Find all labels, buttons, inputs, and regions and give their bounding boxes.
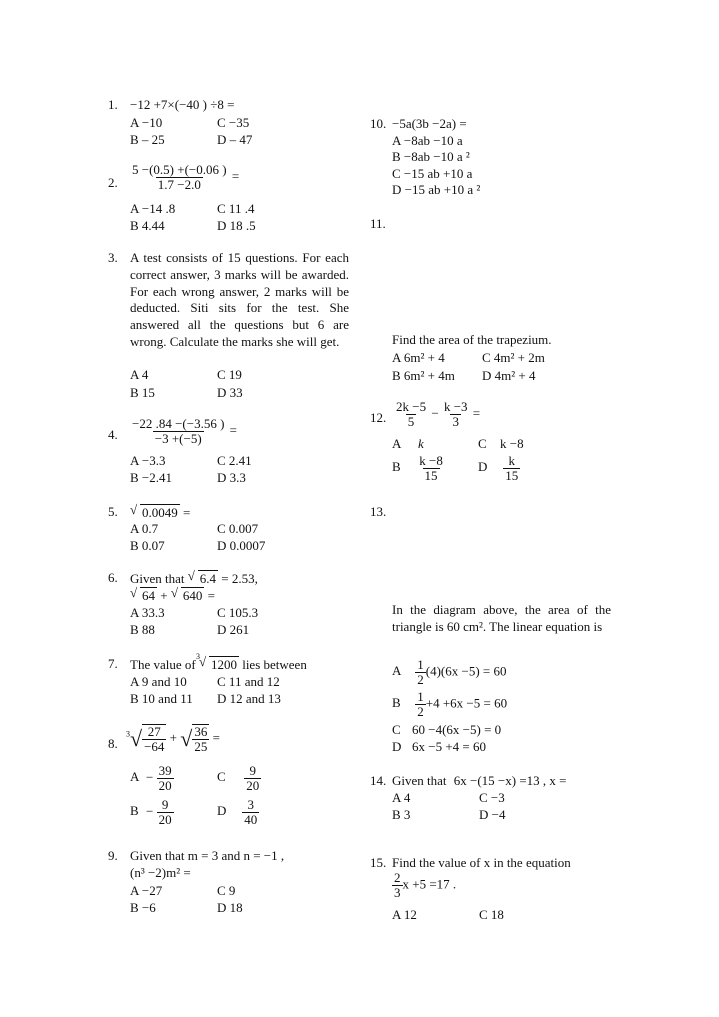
question-9: [108, 848, 368, 918]
denominator: 2: [417, 672, 424, 687]
question-2: [108, 163, 368, 238]
option-b: B 6m² + 4m: [392, 368, 455, 383]
plus-sign: +: [160, 588, 168, 603]
option-c: C −3: [479, 790, 505, 805]
equals-sign: =: [231, 168, 240, 184]
question-expression: [130, 163, 239, 192]
option-c: C 18: [479, 907, 504, 922]
denominator: 20: [158, 778, 172, 793]
radicand: 1200: [210, 657, 237, 672]
option-value: k −8: [500, 436, 524, 451]
option-b: B 3: [392, 807, 411, 822]
equals-sign: =: [229, 422, 237, 438]
radicand: 640: [182, 588, 203, 603]
numerator: 27: [147, 724, 161, 739]
option-c: C −35: [217, 115, 250, 130]
question-number: 15.: [370, 855, 387, 870]
option-a: A 6m² + 4: [392, 350, 445, 365]
question-text: In the diagram above, the area of the triangle is 60 cm². The linear equation is: [392, 602, 611, 634]
equals-sign: =: [207, 588, 215, 603]
fraction: [415, 690, 426, 719]
option-c: C −15 ab +10 a: [392, 166, 473, 181]
option-c: C 2.41: [217, 453, 252, 468]
option-b: B – 25: [130, 132, 165, 147]
option-label: B: [392, 695, 401, 711]
option-d: D 4m² + 4: [482, 368, 536, 383]
option-b: B 0.07: [130, 538, 165, 553]
question-number: 2.: [108, 175, 118, 190]
option-value: k: [418, 436, 424, 451]
radicand: 6.4: [199, 571, 217, 586]
option-a: A 0.7: [130, 521, 159, 536]
radical-sign-icon: √: [130, 585, 138, 600]
question-15: [370, 855, 615, 925]
radicand: 64: [142, 588, 155, 603]
question-text: Find the value of x in the equation: [392, 855, 571, 870]
option-d: D −15 ab +10 a ²: [392, 182, 481, 197]
question-line-2: [130, 587, 215, 604]
fraction: [415, 658, 426, 687]
question-number: 10.: [370, 116, 387, 131]
question-line-2: (n³ −2)m² =: [130, 865, 191, 880]
option-c: [392, 722, 501, 738]
denominator: 15: [424, 468, 438, 483]
option-a: A 33.3: [130, 605, 165, 620]
option-d: [392, 739, 486, 755]
denominator: 2: [417, 704, 424, 719]
question-text: The value of: [130, 657, 196, 672]
numerator: 5 −(0.5) +(−0.06 ): [132, 162, 227, 177]
denominator: 5: [407, 414, 415, 429]
option-c: [478, 436, 524, 452]
option-label: B: [130, 803, 139, 819]
fraction: [157, 764, 174, 793]
question-text: lies between: [242, 657, 307, 672]
fraction: [503, 454, 520, 483]
option-b: B −8ab −10 a ²: [392, 149, 470, 164]
option-c: C 11 and 12: [217, 674, 280, 689]
option-b: B 10 and 11: [130, 691, 193, 706]
question-1: [108, 97, 368, 152]
option-c: [217, 764, 261, 793]
fraction: [130, 417, 226, 446]
numerator: −22 .84 −(−3.56 ): [132, 416, 225, 431]
question-number: 6.: [108, 570, 118, 585]
denominator: 15: [505, 468, 519, 483]
option-value: +4 +6x −5 = 60: [425, 695, 508, 711]
root-index: 3: [126, 729, 130, 739]
denominator: 20: [246, 778, 260, 793]
fraction: [394, 400, 428, 429]
option-c: C 11 .4: [217, 201, 255, 216]
question-4: [108, 417, 368, 487]
question-number: 4.: [108, 427, 118, 442]
fraction: [242, 798, 259, 827]
option-c: C 0.007: [217, 521, 259, 536]
question-expression: [130, 652, 307, 673]
question-number: 1.: [108, 97, 118, 112]
fraction: [442, 400, 470, 429]
denominator: 40: [244, 812, 258, 827]
option-label: C: [217, 769, 226, 785]
option-c: C 19: [217, 367, 242, 382]
question-number: 3.: [108, 250, 118, 265]
option-label: B: [392, 459, 401, 475]
question-text: Given that: [130, 571, 185, 586]
option-d: D 3.3: [217, 470, 246, 485]
question-10: [370, 116, 630, 201]
option-d: D −4: [479, 807, 506, 822]
numerator: 3: [247, 797, 254, 812]
option-c: C 9: [217, 883, 236, 898]
question-number: 7.: [108, 656, 118, 671]
question-7: [108, 652, 368, 708]
equals-sign: =: [212, 729, 220, 745]
option-label: C: [478, 436, 487, 451]
minus-sign: −: [431, 405, 439, 421]
fraction: [417, 454, 445, 483]
numerator: 36: [194, 724, 208, 739]
equation-rest: x +5 =17 .: [402, 876, 457, 892]
denominator: 20: [158, 812, 172, 827]
question-number: 11.: [370, 216, 386, 231]
question-number: 9.: [108, 848, 118, 863]
option-d: D – 47: [217, 132, 253, 147]
denominator: −64: [144, 739, 165, 754]
equals-sign: =: [183, 505, 191, 520]
fraction: [157, 798, 174, 827]
question-expression: [130, 417, 237, 446]
option-b: [392, 690, 507, 719]
numerator: 9: [161, 797, 169, 812]
square-root: [171, 587, 205, 604]
question-14: [370, 773, 630, 825]
sign: −: [146, 769, 154, 785]
numerator: 1: [417, 657, 424, 672]
numerator: 2: [394, 870, 401, 885]
option-d: D 18 .5: [217, 218, 256, 233]
question-line-1: [130, 570, 258, 587]
numerator: k −8: [419, 453, 443, 468]
question-number: 5.: [108, 504, 118, 519]
question-text: = 2.53,: [221, 571, 258, 586]
option-d: D 18: [217, 900, 243, 915]
question-number: 12.: [370, 410, 387, 425]
option-a: A 9 and 10: [130, 674, 187, 689]
square-root: [130, 587, 157, 604]
option-value: 60 −4(6x −5) = 0: [412, 722, 502, 737]
option-b: B 15: [130, 385, 155, 400]
numerator: 2k −5: [396, 399, 427, 414]
question-expression: [392, 773, 567, 789]
radical-sign-icon: √: [198, 654, 207, 669]
option-label: A: [392, 663, 402, 679]
question-expression: [126, 724, 220, 754]
option-value: (4)(6x −5) = 60: [425, 663, 507, 679]
question-number: 13.: [370, 504, 387, 519]
radicand: 0.0049: [142, 505, 178, 520]
sign: −: [146, 803, 154, 819]
question-equation: [392, 871, 456, 900]
question-expression: −5a(3b −2a) =: [392, 116, 467, 131]
option-a: [392, 658, 506, 687]
option-d: D 33: [217, 385, 243, 400]
cube-root: [195, 652, 239, 673]
option-a: A −8ab −10 a: [392, 133, 463, 148]
option-b: B −6: [130, 900, 156, 915]
fraction: [142, 724, 166, 754]
square-root: [130, 504, 180, 521]
question-11: [370, 216, 630, 386]
fraction: [392, 871, 403, 900]
question-expression: [394, 400, 480, 429]
option-d: [217, 798, 259, 827]
option-b: [130, 798, 174, 827]
question-line-1: Given that m = 3 and n = −1 ,: [130, 848, 285, 863]
option-a: A 12: [392, 907, 417, 922]
question-13: [370, 504, 612, 760]
numerator: 1: [417, 689, 424, 704]
radical-sign-icon: √: [130, 726, 143, 751]
numerator: k −3: [443, 399, 468, 414]
plus-sign: +: [169, 729, 178, 745]
numerator: 39: [158, 763, 172, 778]
question-5: [108, 504, 368, 556]
question-number: 8.: [108, 736, 118, 751]
question-text: Find the area of the trapezium.: [392, 332, 552, 347]
question-text: A test consists of 15 questions. For each correct answer, 3 marks will be awarded. For each wrong answer, 2 marks will be deducted. Siti sits for the test. She answered all the questions but 6 are wrong. Calculate the marks she will get.: [130, 250, 349, 349]
denominator: 25: [194, 739, 208, 754]
option-b: [392, 454, 445, 483]
option-a: A 4: [392, 790, 411, 805]
root-index: 3: [195, 652, 200, 661]
question-number: 14.: [370, 773, 387, 788]
option-b: B −2.41: [130, 470, 173, 485]
question-6: [108, 570, 368, 640]
option-c: C 105.3: [217, 605, 259, 620]
option-b: B 88: [130, 622, 155, 637]
option-label: C: [392, 722, 401, 737]
option-a: [392, 436, 424, 452]
denominator: −3 +(−5): [154, 431, 202, 446]
equals-sign: =: [472, 405, 481, 421]
option-d: [478, 454, 520, 483]
option-label: D: [478, 459, 488, 475]
radical-sign-icon: √: [130, 502, 138, 517]
option-value: 6x −5 +4 = 60: [412, 739, 486, 754]
question-expression: [130, 504, 190, 521]
fraction: [130, 163, 229, 192]
option-label: D: [392, 739, 402, 754]
option-a: [130, 764, 174, 793]
fraction: [192, 724, 209, 754]
option-a: A −3.3: [130, 453, 166, 468]
option-b: B 4.44: [130, 218, 165, 233]
option-a: A −27: [130, 883, 163, 898]
option-a: A −10: [130, 115, 163, 130]
option-label: A: [392, 436, 402, 451]
numerator: 9: [249, 763, 256, 778]
option-label: A: [130, 769, 140, 785]
numerator: k: [508, 453, 515, 468]
radical-sign-icon: √: [170, 585, 178, 600]
fraction: [244, 764, 261, 793]
question-text: Given that: [392, 773, 447, 788]
equation: 6x −(15 −x) =13 , x =: [453, 773, 567, 788]
option-a: A 4: [130, 367, 149, 382]
option-d: D 261: [217, 622, 250, 637]
option-a: A −14 .8: [130, 201, 176, 216]
square-root: [188, 570, 218, 587]
option-label: D: [217, 803, 227, 819]
denominator: 1.7 −2.0: [157, 177, 201, 192]
option-d: D 12 and 13: [217, 691, 281, 706]
question-12: [370, 400, 630, 490]
question-8: [108, 724, 368, 834]
question-expression: −12 +7×(−40 ) ÷8 =: [130, 97, 235, 112]
denominator: 3: [394, 885, 401, 900]
denominator: 3: [452, 414, 459, 429]
option-c: C 4m² + 2m: [482, 350, 545, 365]
option-d: D 0.0007: [217, 538, 266, 553]
question-3: [108, 250, 350, 400]
radical-sign-icon: √: [180, 726, 193, 751]
radical-sign-icon: √: [187, 568, 195, 583]
